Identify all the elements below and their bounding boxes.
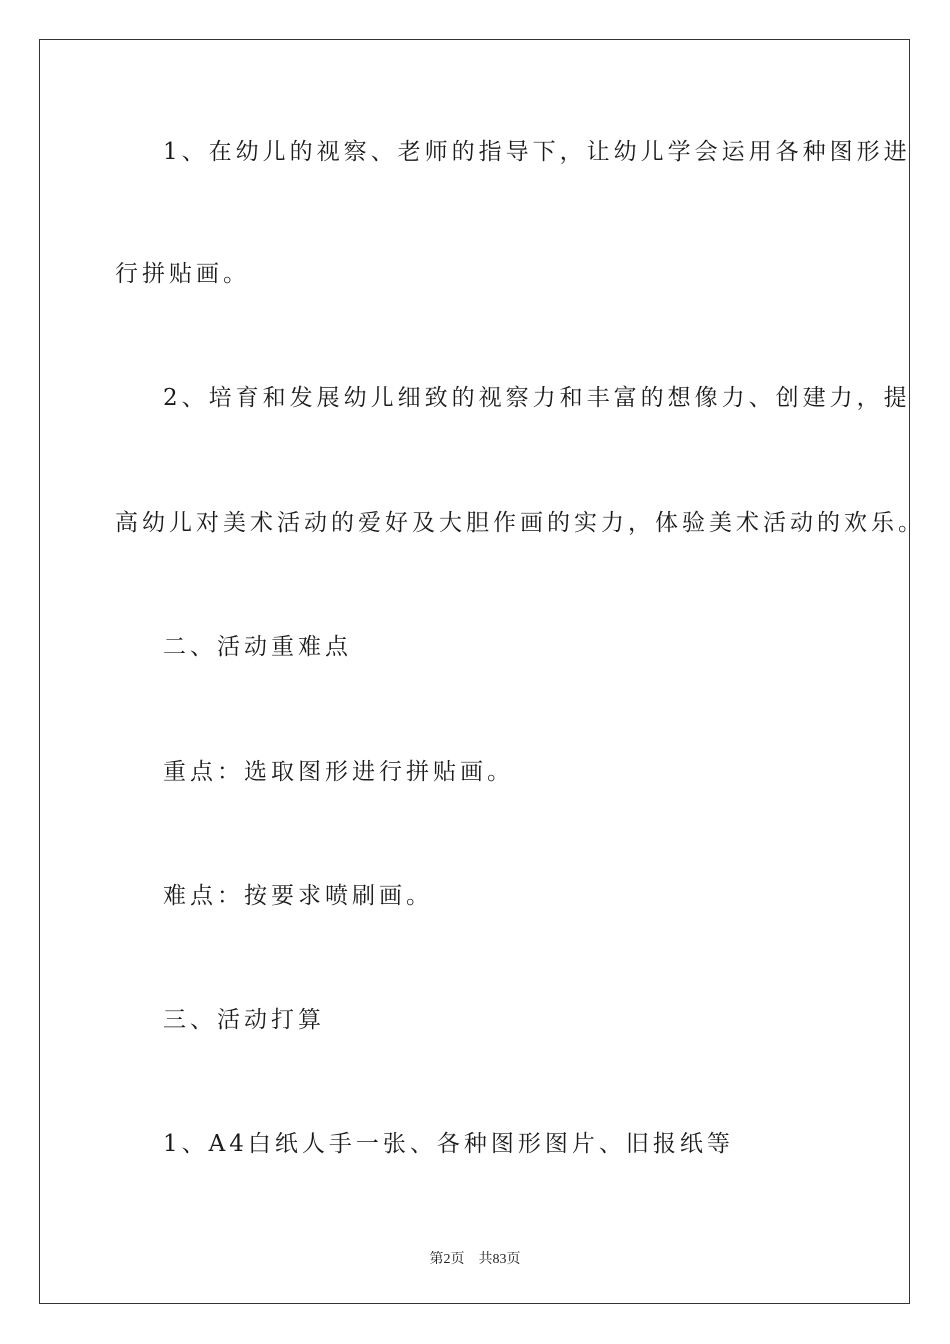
section-heading-key-points: 二、活动重难点 [163,634,352,660]
section-heading-preparation: 三、活动打算 [163,1007,325,1033]
paragraph-objective-2-line-2: 高幼儿对美术活动的爱好及大胆作画的实力，体验美术活动的欢乐。 [115,510,925,536]
paragraph-objective-1-line-1: 1、在幼儿的视察、老师的指导下，让幼儿学会运用各种图形进 [163,139,911,165]
paragraph-objective-1-line-2: 行拼贴画。 [115,261,250,287]
page-number: 第2页 [429,1252,465,1267]
page-border [39,39,910,1304]
page-total: 共83页 [478,1252,521,1267]
paragraph-difficult-point: 难点：按要求喷刷画。 [163,883,433,909]
paragraph-objective-2-line-1: 2、培育和发展幼儿细致的视察力和丰富的想像力、创建力，提 [163,385,911,411]
page-footer [0,1248,950,1268]
paragraph-preparation-1: 1、A4白纸人手一张、各种图形图片、旧报纸等 [163,1131,734,1157]
paragraph-key-point: 重点：选取图形进行拼贴画。 [163,759,514,785]
